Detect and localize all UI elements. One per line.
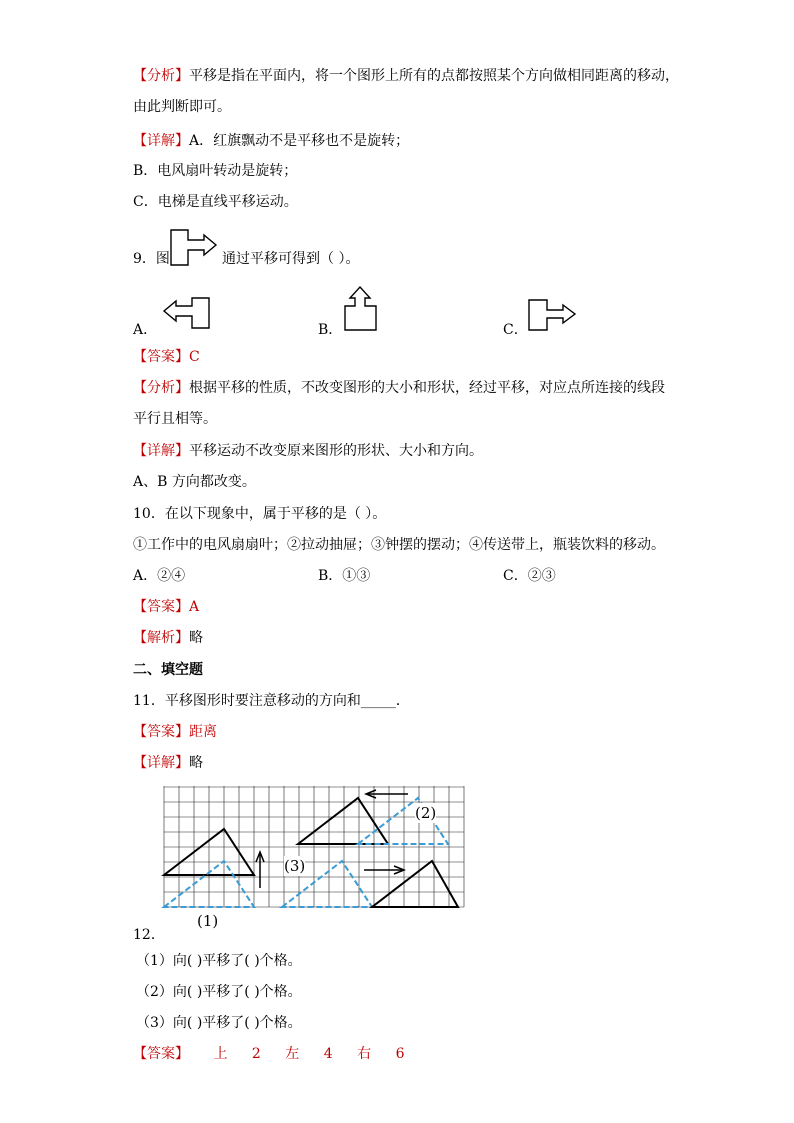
q12-line-2: （2）向( )平移了( )个格。: [136, 984, 302, 1000]
q9-detail-line-1: [133, 441, 483, 461]
answer-tag: 【答案】: [133, 1046, 189, 1062]
q8-detail-line-3: C．电梯是直线平移运动。: [133, 194, 298, 210]
q11-stem: 11．平移图形时要注意移动的方向和_____．: [133, 693, 410, 709]
figure-label-3: (3): [284, 857, 306, 875]
q9-option-a-shape: [162, 296, 212, 330]
answer-value-3: 左: [285, 1046, 300, 1062]
answer-value: A: [189, 599, 200, 615]
analysis-tag: 【分析】: [133, 380, 189, 396]
q9-detail-line-2: A、B 方向都改变。: [133, 474, 256, 490]
detail-tag: 【详解】: [133, 133, 189, 149]
q9-option-c-shape: [527, 298, 579, 334]
detail-text: A．红旗飘动不是平移也不是旋转；: [189, 133, 410, 149]
q10-items: ①工作中的电风扇扇叶；②拉动抽屉；③钟摆的摆动；④传送带上，瓶装饮料的移动。: [133, 537, 665, 553]
q12-line-3: （3）向( )平移了( )个格。: [136, 1015, 302, 1031]
q9-stem-prefix: 9．图: [133, 251, 170, 267]
answer-tag: 【答案】: [133, 724, 189, 740]
q10-answer: [133, 597, 199, 617]
q9-stem-suffix: 通过平移可得到（ ）。: [222, 251, 360, 267]
q10-option-c: C．②③: [503, 568, 556, 584]
q8-analysis-line-2: 由此判断即可。: [133, 99, 231, 115]
q8-analysis-line-1: [133, 66, 679, 86]
q10-stem: 10．在以下现象中，属于平移的是（ ）。: [133, 506, 387, 522]
q8-detail-line-1: [133, 131, 409, 151]
answer-tag: 【答案】: [133, 599, 189, 615]
analysis-text: 略: [189, 630, 203, 646]
q10-option-a: A．②④: [133, 568, 186, 584]
detail-text: 略: [189, 755, 203, 771]
q9-answer: [133, 347, 200, 367]
figure-3-moved: [372, 861, 458, 907]
analysis-text: 平移是指在平面内，将一个图形上所有的点都按照某个方向做相同距离的移动，: [189, 68, 679, 84]
detail-text: 平移运动不改变原来图形的形状、大小和方向。: [189, 443, 483, 459]
answer-value-4: 4: [323, 1046, 333, 1062]
q12-answer: [133, 1044, 404, 1064]
q9-option-b-shape: [342, 286, 380, 332]
q12-grid-figure: [162, 782, 462, 910]
q9-analysis-line-1: [133, 378, 665, 398]
section-title: 二、填空题: [133, 662, 203, 678]
q9-option-b-label: B．: [318, 322, 343, 338]
answer-value: 距离: [189, 724, 217, 740]
q10-analysis: [133, 628, 203, 648]
figure-2-original: [298, 798, 388, 844]
answer-value-2: 2: [251, 1046, 261, 1062]
q11-detail: [133, 753, 203, 773]
q9-analysis-line-2: 平行且相等。: [133, 411, 217, 427]
answer-value: C: [189, 349, 200, 365]
detail-tag: 【详解】: [133, 755, 189, 771]
answer-value-1: 上: [213, 1046, 228, 1062]
q9-option-a-label: A．: [133, 322, 158, 338]
q12-number: 12．: [133, 927, 165, 943]
answer-value-6: 6: [395, 1046, 405, 1062]
q11-answer: [133, 722, 217, 742]
analysis-tag: 【分析】: [133, 68, 189, 84]
figure-label-2: (2): [415, 804, 437, 822]
answer-value-5: 右: [357, 1046, 372, 1062]
detail-tag: 【详解】: [133, 443, 189, 459]
analysis-text: 根据平移的性质，不改变图形的大小和形状，经过平移，对应点所连接的线段: [189, 380, 665, 396]
figure-label-1: (1): [197, 912, 219, 930]
answer-tag: 【答案】: [133, 349, 189, 365]
q9-option-c-label: C．: [503, 322, 528, 338]
q8-detail-line-2: B．电风扇叶转动是旋转；: [133, 163, 298, 179]
q10-option-b: B．①③: [318, 568, 371, 584]
q9-source-shape: [168, 228, 220, 268]
q12-line-1: （1）向( )平移了( )个格。: [136, 953, 302, 969]
analysis-tag: 【解析】: [133, 630, 189, 646]
